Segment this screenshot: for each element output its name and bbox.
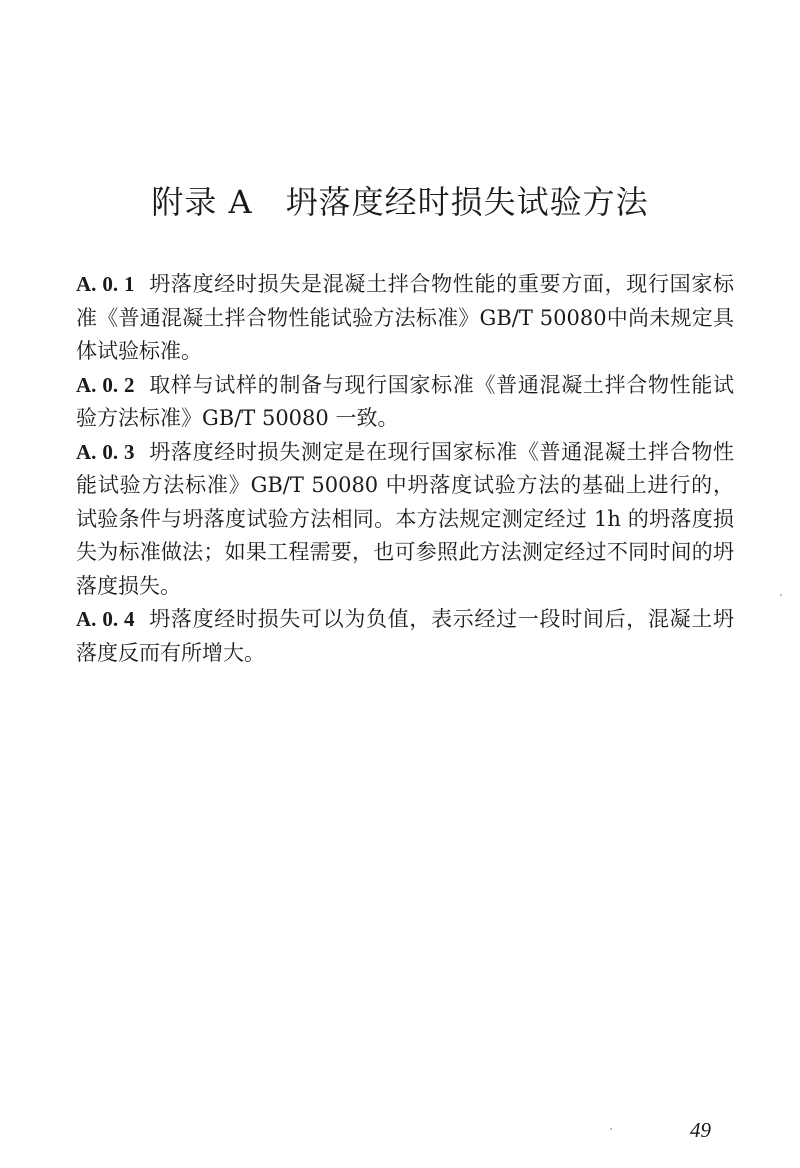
clause-number: A. 0. 3	[76, 439, 135, 464]
clause-a01	[76, 268, 734, 369]
clause-text: 坍落度经时损失是混凝土拌合物性能的重要方面，现行国家标准《普通混凝土拌合物性能试验方法标准》GB/T 50080中尚未规定具体试验标准。	[76, 272, 735, 363]
appendix-body	[76, 268, 734, 670]
clause-text: 坍落度经时损失测定是在现行国家标准《普通混凝土拌合物性能试验方法标准》GB/T 50080 中坍落度试验方法的基础上进行的，试验条件与坍落度试验方法相同。本方法规定测定经过 1h 的坍落度损失为标准做法；如果工程需要，也可参照此方法测定经过不同时间的坍落度损失。	[76, 439, 735, 598]
page-number: 49	[690, 1118, 711, 1142]
scan-speck	[780, 594, 782, 596]
scan-speck	[610, 1128, 612, 1130]
clause-number: A. 0. 4	[76, 607, 135, 631]
clause-a03	[76, 436, 734, 604]
clause-number: A. 0. 2	[76, 372, 135, 397]
clause-a04	[76, 603, 734, 670]
clause-a02	[76, 369, 734, 436]
clause-text: 取样与试样的制备与现行国家标准《普通混凝土拌合物性能试验方法标准》GB/T 50080 一致。	[76, 372, 735, 430]
clause-number: A. 0. 1	[76, 272, 135, 296]
appendix-title: 附录 A 坍落度经时损失试验方法	[151, 183, 649, 221]
clause-text: 坍落度经时损失可以为负值，表示经过一段时间后，混凝土坍落度反而有所增大。	[76, 607, 735, 665]
